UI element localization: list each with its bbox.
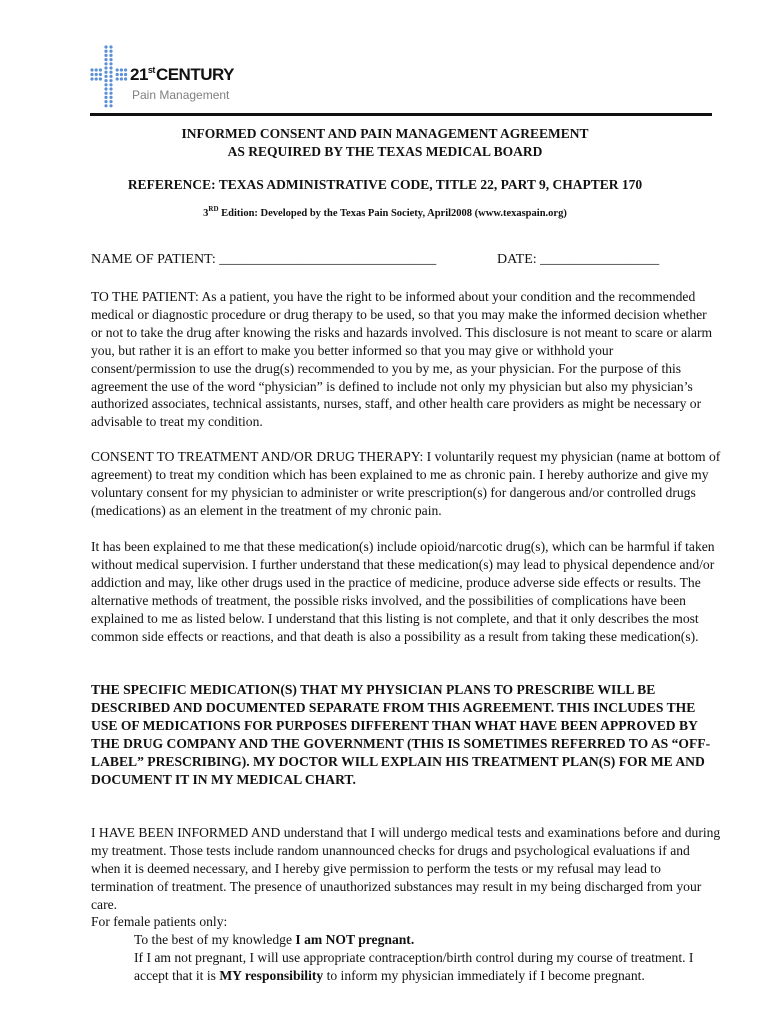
contraception-text: If I am not pregnant, I will use appropriate contraception/birth control during my course of treatment. I accept that it is (134, 950, 694, 983)
header-divider (90, 113, 712, 116)
edition-suffix: RD (208, 205, 219, 213)
not-pregnant-bold: I am NOT pregnant. (295, 932, 415, 947)
company-logo (90, 44, 234, 108)
to-patient-paragraph: TO THE PATIENT: As a patient, you have the right to be informed about your condition and the recommended medical or diagnostic procedure or drug therapy to be used, so that you may make the informed decision whether or not to take the drug after knowing the risks and hazards involved. This disclosure is not meant to scare or alarm you, but rather it is an effort to make you better informed so that you may give or withhold your consent/permission to use the drug(s) recommended to you by me, as your physician. For the purpose of this agreement the use of the word “physician” is defined to include not only my physician but also my physician’s authorized associates, technical assistants, nurses, staff, and other health care providers as might be necessary or advisable to treat my condition. (91, 289, 713, 430)
not-pregnant-statement (134, 931, 724, 949)
edition-number: 3 (203, 208, 209, 219)
cross-dots-icon (90, 44, 134, 108)
edition-line (0, 205, 770, 219)
logo-subtitle: Pain Management (132, 88, 230, 102)
logo-brand-number: 21 (130, 65, 148, 84)
informed-paragraph: I HAVE BEEN INFORMED AND understand that I will undergo medical tests and examinations before and during my treatment. Those tests include random unannounced checks for drugs and psychological evaluations if and when it is deemed necessary, and I hereby give permission to perform the tests or my refusal may lead to termination of treatment. The presence of unauthorized substances may result in my being discharged from your care. (91, 825, 721, 912)
patient-name-field: NAME OF PATIENT: _______________________________ (91, 252, 437, 267)
specific-medication-paragraph: THE SPECIFIC MEDICATION(S) THAT MY PHYSICIAN PLANS TO PRESCRIBE WILL BE DESCRIBED AND DOCUMENTED SEPARATE FROM THIS AGREEMENT. THIS INCLUDES THE USE OF MEDICATIONS FOR PURPOSES DIFFERENT THAN WHAT HAVE BEEN APPROVED BY THE DRUG COMPANY AND THE GOVERNMENT (THIS IS SOMETIMES REFERRED TO AS “OFF-LABEL” PRESCRIBING). MY DOCTOR WILL EXPLAIN HIS TREATMENT PLAN(S) FOR ME AND DOCUMENT IT IN MY MEDICAL CHART. (91, 682, 711, 787)
reference-line: REFERENCE: TEXAS ADMINISTRATIVE CODE, TITLE 22, PART 9, CHAPTER 170 (127, 177, 643, 192)
logo-brand-suffix: st (147, 65, 155, 75)
date-field: DATE: _________________ (497, 252, 660, 267)
contraception-text-end: to inform my physician immediately if I become pregnant. (323, 967, 645, 983)
consent-paragraph: CONSENT TO TREATMENT AND/OR DRUG THERAPY: I voluntarily request my physician (name at bottom of agreement) to treat my condition which has been explained to me as chronic pain. I hereby authorize and give my voluntary consent for my physician to administer or write prescription(s) for dangerous and/or controlled drugs (medications) as an element in the treatment of my chronic pain. (91, 449, 721, 518)
contraception-bold: MY responsibility (219, 967, 324, 983)
logo-brand (130, 65, 234, 85)
female-patients-label: For female patients only: (91, 914, 228, 929)
not-pregnant-text: To the best of my knowledge (134, 932, 296, 947)
contraception-statement (134, 949, 724, 985)
document-title-line1: INFORMED CONSENT AND PAIN MANAGEMENT AGREEMENT (181, 126, 589, 141)
document-title-line2: AS REQUIRED BY THE TEXAS MEDICAL BOARD (227, 144, 543, 159)
logo-brand-word: CENTURY (155, 65, 234, 84)
edition-text: Edition: Developed by the Texas Pain Society, April2008 (www.texaspain.org) (218, 208, 567, 219)
explanation-paragraph: It has been explained to me that these medication(s) include opioid/narcotic drug(s), which can be harmful if taken without medical supervision. I further understand that these medication(s) may lead to physical dependence and/or addiction and may, like other drugs used in the practice of medicine, produce adverse side effects or results. The alternative methods of treatment, the possible risks involved, and the possibilities of complications have been explained to me as listed below. I understand that this listing is not complete, and that it only describes the most common side effects or reactions, and that death is also a possibility as a result from taking these medication(s). (91, 539, 715, 644)
